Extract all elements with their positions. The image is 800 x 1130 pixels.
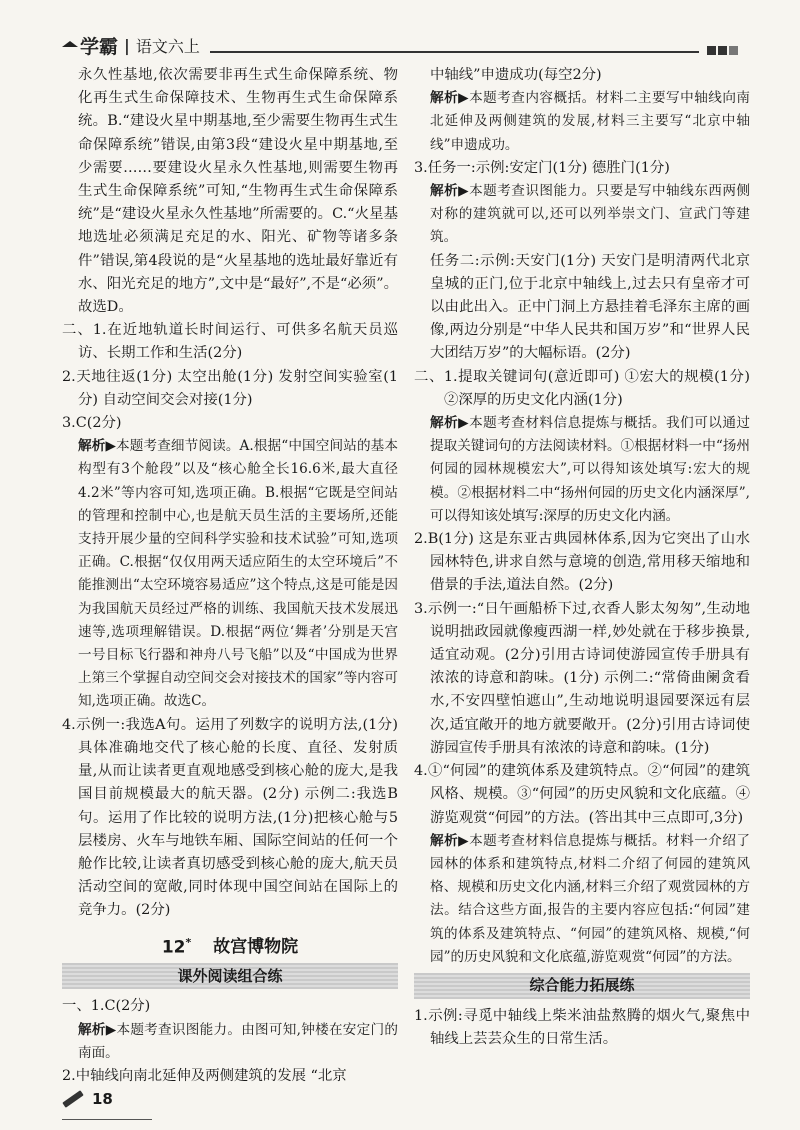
left-column — [62, 64, 398, 1088]
right-column — [414, 64, 750, 1051]
answer-2-4: 4.示例一:我选A句。运用了列数字的说明方法,(1分)具体准确地交代了核心舱的长度、直径、发射质量,从而让读者更直观地感受到核心舱的庞大,是我国目前规模最大的航天器。(2分) 示例二:我选B句。运用了作比较的说明方法,(1分)把核心舱与5层楼房、火车与地铁车厢、国际空间站的任何一个舱作比较,让读者真切感受到核心舱的庞大,航天员活动空间的宽敞,同时体现中国空间站在国际上的竞争力。(2分) — [62, 716, 398, 919]
answer-2-3: 3.C(2分) — [62, 415, 122, 432]
section-band: 课外阅读组合练 — [62, 963, 398, 989]
analysis-tag: 解析▶ — [430, 183, 470, 200]
answer-2-1: 二、1.在近地轨道长时间运行、可供多名航天员巡访、长期工作和生活(2分) — [62, 322, 398, 362]
brand-name: 学霸 — [80, 35, 119, 58]
analysis-text: 本题考查内容概括。材料二主要写中轴线向南北延伸及两侧建筑的发展,材料三主要写“北京中轴线”申遗成功。 — [430, 90, 750, 153]
section-band-2: 综合能力拓展练 — [414, 973, 750, 999]
analysis-d4 — [414, 830, 750, 969]
graduation-cap-icon — [62, 39, 78, 51]
answer-3: 3.任务一:示例:安定门(1分) 德胜门(1分) — [414, 159, 670, 176]
lesson-star: * — [185, 935, 192, 949]
analysis-1-1 — [62, 1019, 398, 1065]
analysis-text: 本题考查材料信息提炼与概括。材料一介绍了园林的体系和建筑特点,材料二介绍了何园的建筑风格、规模和历史文化内涵,材料三介绍了观赏园林的方法。结合这些方面,报告的主要内容应包括:“何园”建筑的体系及建筑特点、“何园”的建筑风格、规模,“何园”的历史风貌和文化底蕴,游览观赏“何园”的方法。 — [430, 832, 750, 965]
header-separator: | — [124, 35, 130, 55]
analysis-tag: 解析▶ — [430, 415, 470, 432]
answer-continued: 中轴线”申遗成功(每空2分) — [430, 67, 602, 83]
analysis-tag: 解析▶ — [430, 90, 470, 107]
analysis-d1 — [414, 412, 750, 528]
analysis-2-3 — [62, 435, 398, 713]
page-header — [62, 30, 738, 60]
page-footer — [62, 1090, 113, 1108]
answer-e1: 1.示例:寻觅中轴线上柴米油盐熬腾的烟火气,聚焦中轴线上芸芸众生的日常生活。 — [414, 1007, 750, 1048]
brand-logo — [62, 32, 200, 59]
analysis-text: 本题考查识图能力。只要是写中轴线东西两侧对称的建筑就可以,还可以列举崇文门、宣武门等建筑。 — [430, 183, 750, 246]
page-number: 18 — [92, 1090, 113, 1108]
header-rule — [210, 51, 699, 53]
answer-d2: 2.B(1分) 这是东亚古典园林体系,因为它突出了山水园林特色,讲求自然与意境的创造,常用移天缩地和借景的手法,道法自然。(2分) — [414, 531, 750, 594]
analysis-tag: 解析▶ — [430, 832, 470, 849]
analysis-3 — [414, 180, 750, 250]
analysis-text: 本题考查材料信息提炼与概括。我们可以通过提取关键词句的方法阅读材料。①根据材料一中“扬州何园的园林规模宏大”,可以得知该处填写:宏大的规模。②根据材料二中“扬州何园的历史文化内涵深厚”,可以得知该处填写:深厚的历史文化内涵。 — [430, 415, 750, 524]
answer-2-2: 2.天地往返(1分) 太空出舱(1分) 发射空间实验室(1分) 自动空间交会对接(1分) — [62, 368, 398, 408]
header-blocks — [705, 46, 738, 55]
analysis-tag: 解析▶ — [78, 438, 117, 455]
subject-label: 语文六上 — [135, 36, 200, 56]
answer-1-2: 2.中轴线向南北延伸及两侧建筑的发展 “北京 — [62, 1067, 347, 1084]
answer-1-1: 一、1.C(2分) — [62, 998, 151, 1015]
analysis-text: 本题考查识图能力。由图可知,钟楼在安定门的南面。 — [78, 1021, 398, 1061]
answer-d3: 3.示例一:“日午画船桥下过,衣香人影太匆匆”,生动地说明拙政园就像瘦西湖一样,妙处就在于移步换景,适宜动观。(2分)引用古诗词使游园宣传手册具有浓浓的诗意和韵味。(1分) 示例二:“常倚曲阑贪看水,不安四壁怕遮山”,生动地说明退园要深远有层次,适宜敞开的地方就要敞开。(2分)引用古诗词使游园宣传手册具有浓浓的诗意和韵味。(1分) — [414, 600, 750, 756]
pencil-icon — [62, 1090, 83, 1108]
analysis-text: 本题考查细节阅读。A.根据“中国空间站的基本构型有3个舱段”以及“核心舱全长16.6米,最大直径4.2米”等内容可知,选项正确。B.根据“它既是空间站的管理和控制中心,也是航天员生活的主要场所,还能支持开展少量的空间科学实验和技术试验”可知,选项正确。C.根据“仅仅用两天适应陌生的太空环境后”不能推测出“太空环境容易适应”这个特点,这是可能是因为我国航天员经过严格的训练、我国航天技术发展迅速等,选项理解错误。D.根据“两位‘舞者’分别是天宫一号目标飞行器和神舟八号飞船”以及“中国成为世界上第三个掌握自动空间交会对接技术的国家”等内容可知,选项正确。故选C。 — [78, 438, 398, 710]
answer-3-task2: 任务二:示例:天安门(1分) 天安门是明清两代北京皇城的正门,位于北京中轴线上,过去只有皇帝才可以由此出入。正中门洞上方悬挂着毛泽东主席的画像,两边分别是“中华人民共和国万岁”和“世界人民大团结万岁”的大幅标语。(2分) — [430, 252, 750, 362]
answer-d4: 4.①“何园”的建筑体系及建筑特点。②“何园”的建筑风格、规模。③“何园”的历史风貌和文化底蕴。④游览观赏“何园”的方法。(答出其中三点即可,3分) — [414, 763, 750, 826]
lesson-title — [62, 931, 398, 960]
analysis-tag: 解析▶ — [78, 1021, 117, 1038]
lesson-number: 12 — [161, 937, 186, 958]
answer-paragraph: 永久性基地,依次需要非再生式生命保障系统、物化再生式生命保障技术、生物再生式生命保障系统。B.“建设火星中期基地,至少需要生物再生式生命保障系统”错误,由第3段“建设火星中期基地,至少需要……要建设火星永久性基地,则需要生物再生式生命保障系统”可知,“生物再生式生命保障系统”是“建设火星永久性基地”所需要的。C.“火星基地选址必须满足充足的水、阳光、矿物等诸多条件”错误,第4段说的是“火星基地的选址最好靠近有水、阳光充足的地方”,文中是“最好”,不是“必须”。故选D。 — [78, 67, 398, 316]
answer-2-1-right: 二、1.提取关键词句(意近即可) ①宏大的规模(1分) ②深厚的历史文化内涵(1分) — [414, 368, 750, 408]
analysis-continued — [414, 87, 750, 157]
lesson-name: 故宫博物院 — [213, 937, 299, 958]
footer-rule — [62, 1119, 152, 1120]
